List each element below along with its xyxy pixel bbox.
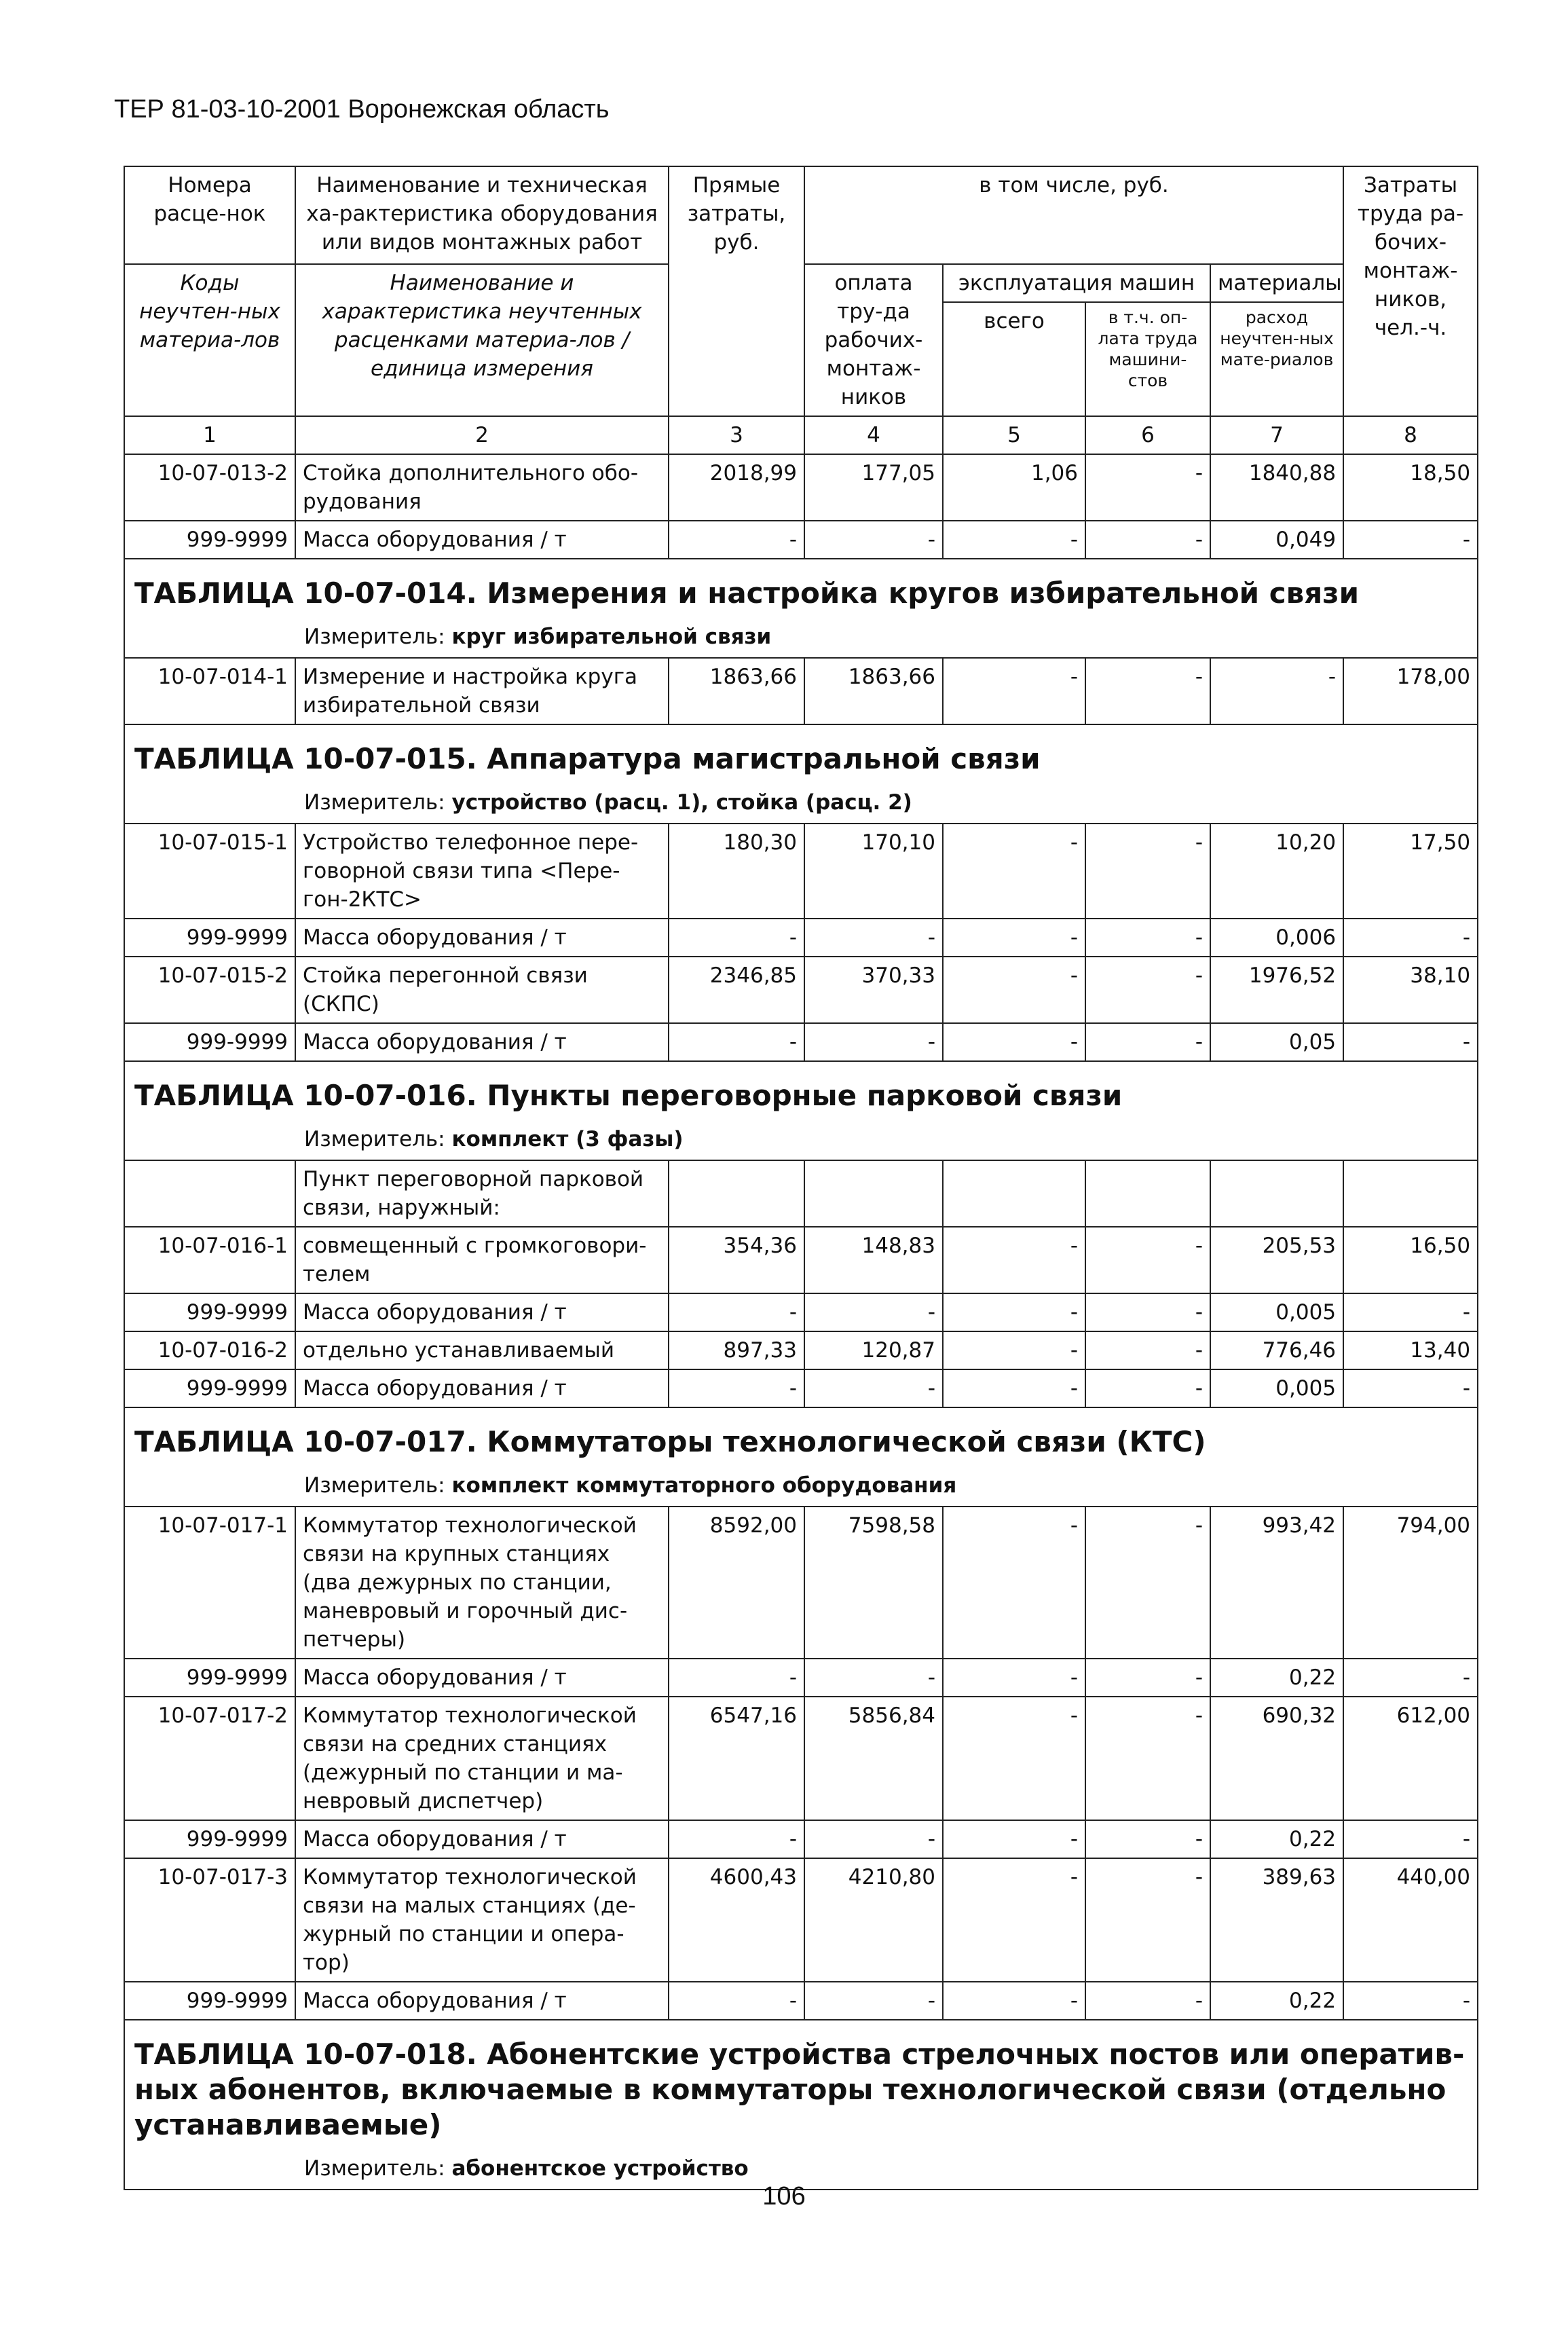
- rate-value: -: [943, 1697, 1085, 1820]
- rate-value: -: [1085, 919, 1210, 957]
- rate-value: -: [1085, 1820, 1210, 1858]
- column-number: 6: [1085, 416, 1210, 454]
- rate-value: 13,40: [1343, 1331, 1478, 1369]
- table-row: [124, 1227, 1478, 1293]
- col3-header: Прямые затраты, руб.: [669, 166, 804, 416]
- unit-label: Измеритель:: [304, 1127, 445, 1151]
- unit-value: круг избирательной связи: [451, 625, 772, 649]
- col6-header: в т.ч. оп-лата труда машини-стов: [1085, 302, 1210, 416]
- rate-name: Стойка дополнительного обо-рудования: [295, 454, 669, 521]
- rate-value: -: [943, 1820, 1085, 1858]
- table-row: [124, 1507, 1478, 1659]
- rate-value: -: [1085, 1331, 1210, 1369]
- table-row: [124, 919, 1478, 957]
- rate-value: -: [943, 1369, 1085, 1407]
- column-numbers-row: [124, 416, 1478, 454]
- rate-value: 0,22: [1210, 1659, 1343, 1697]
- empty-cell: [804, 1160, 943, 1227]
- rate-name: совмещенный с громкоговори-телем: [295, 1227, 669, 1293]
- rate-value: 170,10: [804, 824, 943, 919]
- col8-header: Затраты труда ра-бочих-монтаж-ников, чел.-ч.: [1343, 166, 1478, 416]
- rate-value: 5856,84: [804, 1697, 943, 1820]
- rate-value: -: [1085, 1023, 1210, 1061]
- machines-header: эксплуатация машин: [943, 264, 1210, 302]
- rate-value: 0,005: [1210, 1369, 1343, 1407]
- rate-name: Стойка перегонной связи (СКПС): [295, 957, 669, 1023]
- rate-value: -: [943, 1659, 1085, 1697]
- rate-value: 1863,66: [669, 658, 804, 724]
- rate-name: Устройство телефонное пере-говорной связи типа <Пере-гон-2КТС>: [295, 824, 669, 919]
- rate-name: Масса оборудования / т: [295, 1369, 669, 1407]
- rate-value: 7598,58: [804, 1507, 943, 1659]
- rate-value: -: [1085, 824, 1210, 919]
- table-row: [124, 454, 1478, 521]
- rate-value: 354,36: [669, 1227, 804, 1293]
- rate-value: 38,10: [1343, 957, 1478, 1023]
- table-row: [124, 1023, 1478, 1061]
- table-row: [124, 1982, 1478, 2020]
- table-caption-cell: [124, 559, 1478, 658]
- rate-value: 0,049: [1210, 521, 1343, 559]
- table-caption: ТАБЛИЦА 10-07-018. Абонентские устройства стрелочных постов или оператив-ных абонентов, включаемые в коммутаторы технологической связи (отдельно устанавливаемые): [134, 2037, 1465, 2141]
- rate-value: -: [1343, 1982, 1478, 2020]
- rate-code: 10-07-017-1: [124, 1507, 295, 1659]
- rate-value: -: [1085, 454, 1210, 521]
- unit-label: Измеритель:: [304, 2156, 445, 2181]
- column-number: 2: [295, 416, 669, 454]
- rate-code: 10-07-015-2: [124, 957, 295, 1023]
- rate-value: -: [1085, 1293, 1210, 1331]
- table-row: [124, 1293, 1478, 1331]
- rate-value: 370,33: [804, 957, 943, 1023]
- rate-code: 10-07-014-1: [124, 658, 295, 724]
- rate-value: 1863,66: [804, 658, 943, 724]
- rate-code: 999-9999: [124, 1982, 295, 2020]
- page-number: 106: [762, 2182, 806, 2211]
- unit-line: [134, 1126, 1468, 1153]
- table-caption-row: [124, 2020, 1478, 2190]
- rate-value: -: [943, 1982, 1085, 2020]
- rate-name: Масса оборудования / т: [295, 1659, 669, 1697]
- rate-value: 440,00: [1343, 1858, 1478, 1982]
- rate-name: Масса оборудования / т: [295, 919, 669, 957]
- rate-name: Масса оборудования / т: [295, 1982, 669, 2020]
- rate-code: 10-07-015-1: [124, 824, 295, 919]
- rate-value: -: [943, 1227, 1085, 1293]
- column-number: 8: [1343, 416, 1478, 454]
- unit-value: комплект коммутаторного оборудования: [451, 1473, 957, 1498]
- column-number: 3: [669, 416, 804, 454]
- table-caption-row: [124, 1061, 1478, 1160]
- col5-header: всего: [943, 302, 1085, 416]
- rate-code: 999-9999: [124, 1293, 295, 1331]
- rate-value: -: [804, 1659, 943, 1697]
- table-row: [124, 658, 1478, 724]
- rate-value: -: [669, 521, 804, 559]
- table-caption-row: [124, 559, 1478, 658]
- rate-code: 10-07-016-1: [124, 1227, 295, 1293]
- rate-value: 10,20: [1210, 824, 1343, 919]
- rate-value: 8592,00: [669, 1507, 804, 1659]
- rate-value: -: [1343, 1820, 1478, 1858]
- group-title: Пункт переговорной парковой связи, наружный:: [295, 1160, 669, 1227]
- rate-value: -: [1085, 1369, 1210, 1407]
- col1-top-header: Номера расце-нок: [124, 166, 295, 264]
- rate-value: 612,00: [1343, 1697, 1478, 1820]
- rate-name: отдельно устанавливаемый: [295, 1331, 669, 1369]
- rate-value: -: [943, 1507, 1085, 1659]
- rate-value: -: [669, 1982, 804, 2020]
- rate-value: 205,53: [1210, 1227, 1343, 1293]
- rate-name: Измерение и настройка круга избирательной связи: [295, 658, 669, 724]
- rate-value: -: [943, 824, 1085, 919]
- rate-value: 794,00: [1343, 1507, 1478, 1659]
- rate-value: -: [804, 1293, 943, 1331]
- table-caption: ТАБЛИЦА 10-07-014. Измерения и настройка кругов избирательной связи: [134, 576, 1360, 610]
- rate-value: 0,05: [1210, 1023, 1343, 1061]
- rate-code: 999-9999: [124, 1369, 295, 1407]
- rate-value: -: [943, 1023, 1085, 1061]
- rate-code: 10-07-016-2: [124, 1331, 295, 1369]
- rate-code: 10-07-017-3: [124, 1858, 295, 1982]
- table-row: [124, 1820, 1478, 1858]
- group-header: в том числе, руб.: [804, 166, 1343, 264]
- rate-value: -: [804, 1023, 943, 1061]
- materials-header: материалы: [1210, 264, 1343, 302]
- rate-value: 0,22: [1210, 1982, 1343, 2020]
- rate-value: -: [1343, 1293, 1478, 1331]
- rate-value: 690,32: [1210, 1697, 1343, 1820]
- rate-value: 993,42: [1210, 1507, 1343, 1659]
- table-row: [124, 1697, 1478, 1820]
- rate-value: 4210,80: [804, 1858, 943, 1982]
- rate-value: -: [804, 919, 943, 957]
- document-header: ТЕР 81-03-10-2001 Воронежская область: [114, 95, 610, 124]
- rate-value: -: [943, 1858, 1085, 1982]
- table-caption-row: [124, 1407, 1478, 1507]
- unit-label: Измеритель:: [304, 1473, 445, 1498]
- rate-code: 999-9999: [124, 1023, 295, 1061]
- unit-line: [134, 623, 1468, 650]
- rate-value: -: [669, 1369, 804, 1407]
- rate-value: 0,22: [1210, 1820, 1343, 1858]
- table-caption: ТАБЛИЦА 10-07-017. Коммутаторы технологической связи (КТС): [134, 1425, 1206, 1458]
- rate-value: -: [669, 1023, 804, 1061]
- rate-name: Коммутатор технологической связи на малых станциях (де-журный по станции и опера-тор): [295, 1858, 669, 1982]
- column-number: 4: [804, 416, 943, 454]
- table-caption: ТАБЛИЦА 10-07-015. Аппаратура магистральной связи: [134, 742, 1041, 775]
- column-number: 5: [943, 416, 1085, 454]
- empty-cell: [943, 1160, 1085, 1227]
- rate-code: 10-07-013-2: [124, 454, 295, 521]
- rate-name: Коммутатор технологической связи на крупных станциях (два дежурных по станции, маневровый и горочный дис-петчеры): [295, 1507, 669, 1659]
- empty-cell: [1085, 1160, 1210, 1227]
- table-caption-cell: [124, 1061, 1478, 1160]
- rate-value: -: [669, 1293, 804, 1331]
- table-row: [124, 1331, 1478, 1369]
- col1-bottom-header: Коды неучтен-ных материа-лов: [124, 264, 295, 416]
- rate-value: -: [943, 1331, 1085, 1369]
- rate-value: -: [943, 1293, 1085, 1331]
- empty-cell: [124, 1160, 295, 1227]
- table-row: [124, 824, 1478, 919]
- rate-value: 178,00: [1343, 658, 1478, 724]
- group-title-row: [124, 1160, 1478, 1227]
- unit-value: комплект (3 фазы): [451, 1127, 684, 1151]
- unit-line: [134, 2155, 1468, 2182]
- rate-code: 999-9999: [124, 1820, 295, 1858]
- rate-value: 148,83: [804, 1227, 943, 1293]
- rate-value: -: [1343, 1659, 1478, 1697]
- rate-value: -: [1210, 658, 1343, 724]
- rate-value: 18,50: [1343, 454, 1478, 521]
- rate-value: 1840,88: [1210, 454, 1343, 521]
- rate-value: 6547,16: [669, 1697, 804, 1820]
- rate-value: 2018,99: [669, 454, 804, 521]
- rate-value: 2346,85: [669, 957, 804, 1023]
- header-row-1: [124, 166, 1478, 264]
- rate-value: -: [669, 919, 804, 957]
- rate-value: 4600,43: [669, 1858, 804, 1982]
- rate-value: -: [804, 1820, 943, 1858]
- rate-value: 0,005: [1210, 1293, 1343, 1331]
- table-caption-row: [124, 724, 1478, 824]
- rate-value: -: [943, 521, 1085, 559]
- rate-value: -: [943, 957, 1085, 1023]
- rate-value: 17,50: [1343, 824, 1478, 919]
- unit-value: устройство (расц. 1), стойка (расц. 2): [451, 790, 912, 815]
- rate-value: -: [943, 658, 1085, 724]
- rate-value: -: [669, 1820, 804, 1858]
- rate-value: -: [1085, 957, 1210, 1023]
- col2-top-header: Наименование и техническая ха-рактеристика оборудования или видов монтажных работ: [295, 166, 669, 264]
- table-caption-cell: [124, 2020, 1478, 2190]
- column-number: 1: [124, 416, 295, 454]
- rate-value: -: [804, 1982, 943, 2020]
- empty-cell: [1210, 1160, 1343, 1227]
- rate-value: 16,50: [1343, 1227, 1478, 1293]
- rate-value: -: [1085, 521, 1210, 559]
- rate-value: 897,33: [669, 1331, 804, 1369]
- rate-name: Масса оборудования / т: [295, 521, 669, 559]
- unit-label: Измеритель:: [304, 625, 445, 649]
- rate-code: 10-07-017-2: [124, 1697, 295, 1820]
- rate-value: 177,05: [804, 454, 943, 521]
- rate-name: Масса оборудования / т: [295, 1820, 669, 1858]
- empty-cell: [1343, 1160, 1478, 1227]
- table-row: [124, 1858, 1478, 1982]
- rate-value: 0,006: [1210, 919, 1343, 957]
- table-caption-cell: [124, 1407, 1478, 1507]
- table-caption: ТАБЛИЦА 10-07-016. Пункты переговорные парковой связи: [134, 1079, 1123, 1112]
- rate-value: -: [943, 919, 1085, 957]
- column-number: 7: [1210, 416, 1343, 454]
- table-caption-cell: [124, 724, 1478, 824]
- rate-value: -: [804, 521, 943, 559]
- rate-value: 180,30: [669, 824, 804, 919]
- rate-value: -: [1343, 919, 1478, 957]
- rate-value: -: [1085, 1659, 1210, 1697]
- rate-value: 389,63: [1210, 1858, 1343, 1982]
- col4-header: оплата тру-да рабочих-монтаж-ников: [804, 264, 943, 416]
- rate-value: -: [1085, 1507, 1210, 1659]
- empty-cell: [669, 1160, 804, 1227]
- table-row: [124, 1369, 1478, 1407]
- rate-value: -: [1343, 1369, 1478, 1407]
- rate-value: -: [1085, 658, 1210, 724]
- rate-value: 776,46: [1210, 1331, 1343, 1369]
- col7-header: расход неучтен-ных мате-риалов: [1210, 302, 1343, 416]
- rate-value: -: [1085, 1858, 1210, 1982]
- rate-value: -: [1085, 1697, 1210, 1820]
- rate-value: 1976,52: [1210, 957, 1343, 1023]
- rate-code: 999-9999: [124, 1659, 295, 1697]
- rate-value: -: [1343, 521, 1478, 559]
- table-row: [124, 1659, 1478, 1697]
- table-row: [124, 957, 1478, 1023]
- rates-table: [124, 166, 1478, 2190]
- rate-name: Масса оборудования / т: [295, 1293, 669, 1331]
- rate-value: -: [1085, 1982, 1210, 2020]
- rate-value: -: [669, 1659, 804, 1697]
- unit-line: [134, 1472, 1468, 1499]
- rate-code: 999-9999: [124, 919, 295, 957]
- unit-value: абонентское устройство: [451, 2156, 749, 2181]
- rate-value: -: [1343, 1023, 1478, 1061]
- rate-value: 1,06: [943, 454, 1085, 521]
- rate-name: Коммутатор технологической связи на средних станциях (дежурный по станции и ма-невровый диспетчер): [295, 1697, 669, 1820]
- rate-value: -: [804, 1369, 943, 1407]
- rate-code: 999-9999: [124, 521, 295, 559]
- rate-value: -: [1085, 1227, 1210, 1293]
- unit-line: [134, 789, 1468, 816]
- table-row: [124, 521, 1478, 559]
- unit-label: Измеритель:: [304, 790, 445, 815]
- rate-value: 120,87: [804, 1331, 943, 1369]
- rate-name: Масса оборудования / т: [295, 1023, 669, 1061]
- col2-bottom-header: Наименование и характеристика неучтенных расценками материа-лов / единица измерения: [295, 264, 669, 416]
